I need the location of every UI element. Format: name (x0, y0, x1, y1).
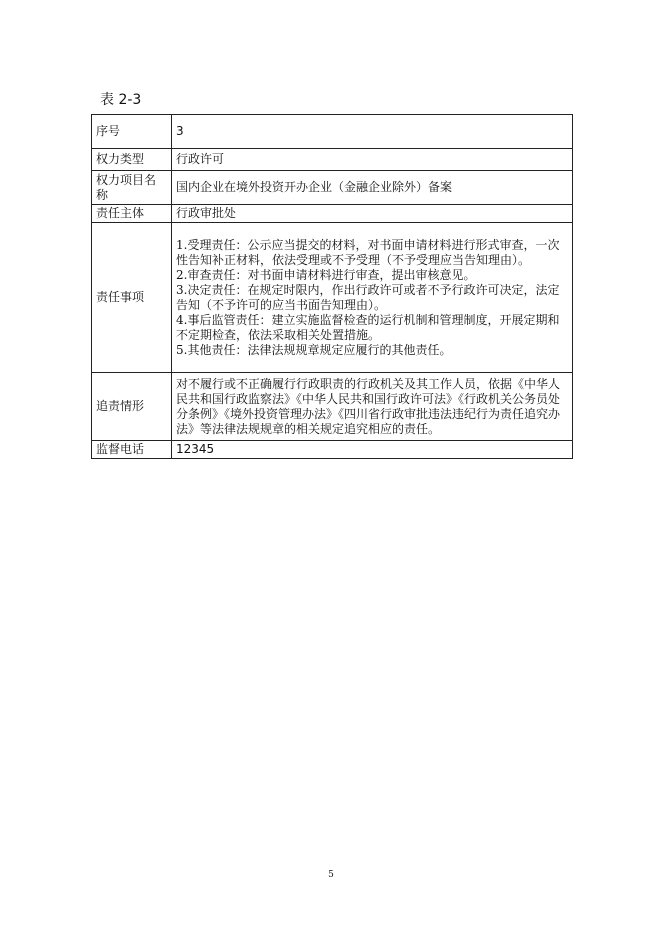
table-row (92, 373, 573, 441)
duty-line-4: 4.事后监管责任：建立实施监督检查的运行机制和管理制度，开展定期和不定期检查，依法采取相关处置措施。 (176, 312, 560, 342)
power-type-label: 权力类型 (92, 149, 172, 171)
responsibility-table (91, 114, 573, 459)
table-row (92, 149, 573, 171)
table-row (92, 171, 573, 205)
page-number: 5 (328, 870, 334, 880)
item-name-label: 权力项目名称 (92, 171, 172, 205)
table-row (92, 205, 573, 223)
table-caption: 表 2-3 (100, 92, 142, 108)
duties-value (172, 223, 573, 373)
phone-label: 监督电话 (92, 441, 172, 459)
seq-value: 3 (172, 115, 573, 149)
accountability-label: 追责情形 (92, 373, 172, 441)
accountability-value: 对不履行或不正确履行行政职责的行政机关及其工作人员，依据《中华人民共和国行政监察法》《中华人民共和国行政许可法》《行政机关公务员处分条例》《境外投资管理办法》《四川省行政审批违法违纪行为责任追究办法》等法律法规规章的相关规定追究相应的责任。 (172, 373, 573, 441)
table-row (92, 115, 573, 149)
subject-value: 行政审批处 (172, 205, 573, 223)
table-row (92, 223, 573, 373)
duties-label: 责任事项 (92, 223, 172, 373)
table-row (92, 441, 573, 459)
subject-label: 责任主体 (92, 205, 172, 223)
duty-line-1: 1.受理责任：公示应当提交的材料，对书面申请材料进行形式审查，一次性告知补正材料，依法受理或不予受理（不予受理应当告知理由）。 (176, 237, 560, 267)
phone-value: 12345 (172, 441, 573, 459)
duty-line-2: 2.审查责任：对书面申请材料进行审查，提出审核意见。 (176, 267, 476, 282)
duty-line-5: 5.其他责任：法律法规规章规定应履行的其他责任。 (176, 342, 452, 357)
power-type-value: 行政许可 (172, 149, 573, 171)
seq-label: 序号 (92, 115, 172, 149)
item-name-value: 国内企业在境外投资开办企业（金融企业除外）备案 (172, 171, 573, 205)
duty-line-3: 3.决定责任：在规定时限内，作出行政许可或者不予行政许可决定，法定告知（不予许可的应当书面告知理由）。 (176, 282, 560, 312)
